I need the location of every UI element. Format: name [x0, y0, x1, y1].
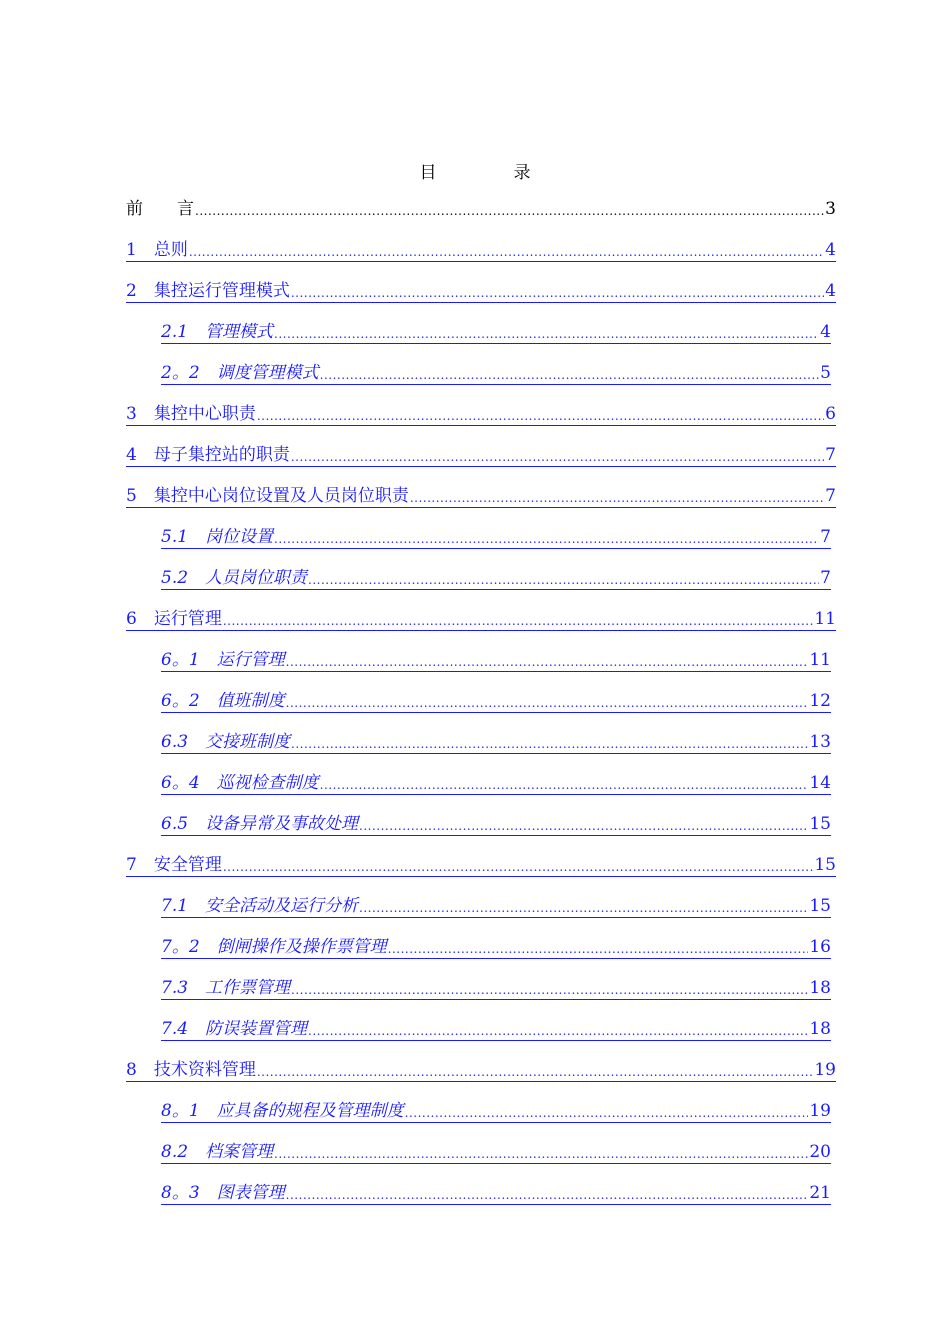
toc-entry-page: 15	[809, 896, 831, 916]
toc-link-8-1[interactable]	[161, 1096, 831, 1123]
dot-leader	[291, 280, 824, 302]
toc-title: 目 录	[419, 163, 561, 183]
dot-leader	[359, 895, 808, 917]
toc-entry-label: 1 总则	[126, 240, 188, 260]
dot-leader	[223, 854, 814, 876]
dot-leader	[405, 1100, 809, 1122]
toc-link-3[interactable]	[126, 399, 836, 426]
toc-link-6[interactable]	[126, 604, 836, 631]
toc-link-6-4[interactable]	[161, 768, 831, 795]
toc-entry-label: 3 集控中心职责	[126, 404, 256, 424]
toc-entry-label: 6.5 设备异常及事故处理	[161, 814, 359, 834]
toc-link-5[interactable]	[126, 481, 836, 508]
toc-entry-label: 5.2 人员岗位职责	[161, 568, 308, 588]
dot-leader	[388, 936, 809, 958]
toc-entry-label: 7.4 防误装置管理	[161, 1019, 308, 1039]
toc-entry-page: 11	[809, 650, 831, 670]
toc-entry-page: 5	[820, 363, 831, 383]
dot-leader	[320, 362, 820, 384]
toc-entry-label: 4 母子集控站的职责	[126, 445, 290, 465]
toc-link-2[interactable]	[126, 276, 836, 303]
toc-entry-page: 3	[825, 199, 836, 219]
toc-link-7[interactable]	[126, 850, 836, 877]
toc-link-5-2[interactable]	[161, 563, 831, 590]
toc-entry-label: 7。2 倒闸操作及操作票管理	[161, 937, 387, 957]
toc-link-8[interactable]	[126, 1055, 836, 1082]
toc-entry-label: 6。4 巡视检查制度	[161, 773, 319, 793]
toc-entry-label: 6 运行管理	[126, 609, 222, 629]
toc-entry-page: 14	[809, 773, 831, 793]
dot-leader	[291, 444, 824, 466]
toc-entry-page: 13	[809, 732, 831, 752]
dot-leader	[195, 198, 824, 220]
toc-entry-label: 7 安全管理	[126, 855, 222, 875]
toc-entry-label: 7.3 工作票管理	[161, 978, 291, 998]
dot-leader	[274, 1141, 808, 1163]
dot-leader	[308, 567, 819, 589]
toc-entry-label: 8。3 图表管理	[161, 1183, 285, 1203]
toc-link-7-2[interactable]	[161, 932, 831, 959]
toc-link-7-1[interactable]	[161, 891, 831, 918]
toc-entry-label: 2。2 调度管理模式	[161, 363, 319, 383]
dot-leader	[274, 526, 819, 548]
dot-leader	[291, 731, 808, 753]
dot-leader	[257, 403, 824, 425]
toc-entry-page: 4	[825, 240, 836, 260]
toc-link-8-3[interactable]	[161, 1178, 831, 1205]
toc-entry-page: 7	[820, 568, 831, 588]
dot-leader	[320, 772, 809, 794]
toc-entry-page: 21	[809, 1183, 831, 1203]
toc-entry-label: 8。1 应具备的规程及管理制度	[161, 1101, 404, 1121]
toc-entry-label: 6。2 值班制度	[161, 691, 285, 711]
toc-entry-label: 6。1 运行管理	[161, 650, 285, 670]
toc-entry-page: 18	[809, 1019, 831, 1039]
toc-entry-page: 15	[809, 814, 831, 834]
dot-leader	[308, 1018, 808, 1040]
toc-entry-label: 8 技术资料管理	[126, 1060, 256, 1080]
toc-entry-page: 7	[825, 486, 836, 506]
toc-entry-page: 15	[814, 855, 836, 875]
toc-entry-page: 19	[814, 1060, 836, 1080]
toc-entry-page: 6	[825, 404, 836, 424]
toc-entry-page: 4	[820, 322, 831, 342]
toc-link-4[interactable]	[126, 440, 836, 467]
dot-leader	[359, 813, 808, 835]
dot-leader	[286, 649, 809, 671]
toc-entry-page: 7	[825, 445, 836, 465]
toc-entry-page: 12	[809, 691, 831, 711]
dot-leader	[257, 1059, 814, 1081]
dot-leader	[291, 977, 808, 999]
toc-entry-label: 8.2 档案管理	[161, 1142, 274, 1162]
toc-link-6-2[interactable]	[161, 686, 831, 713]
toc-entry-page: 19	[809, 1101, 831, 1121]
toc-link-6-3[interactable]	[161, 727, 831, 754]
toc-entry-preface	[126, 194, 836, 220]
toc-link-2-1[interactable]	[161, 317, 831, 344]
toc-entry-page: 20	[809, 1142, 831, 1162]
toc-entry-page: 16	[809, 937, 831, 957]
toc-entry-page: 18	[809, 978, 831, 998]
toc-entry-label: 5 集控中心岗位设置及人员岗位职责	[126, 486, 409, 506]
toc-entry-label: 2.1 管理模式	[161, 322, 274, 342]
toc-link-2-2[interactable]	[161, 358, 831, 385]
toc-entry-label: 6.3 交接班制度	[161, 732, 291, 752]
toc-link-7-4[interactable]	[161, 1014, 831, 1041]
toc-link-5-1[interactable]	[161, 522, 831, 549]
toc-entry-label: 2 集控运行管理模式	[126, 281, 290, 301]
toc-entry-label: 5.1 岗位设置	[161, 527, 274, 547]
dot-leader	[189, 239, 824, 261]
toc-entry-page: 11	[814, 609, 836, 629]
toc-link-6-1[interactable]	[161, 645, 831, 672]
dot-leader	[223, 608, 814, 630]
toc-entry-page: 4	[825, 281, 836, 301]
toc-entry-page: 7	[820, 527, 831, 547]
toc-entry-label: 7.1 安全活动及运行分析	[161, 896, 359, 916]
toc-link-7-3[interactable]	[161, 973, 831, 1000]
dot-leader	[286, 690, 809, 712]
dot-leader	[410, 485, 824, 507]
toc-link-6-5[interactable]	[161, 809, 831, 836]
toc-link-8-2[interactable]	[161, 1137, 831, 1164]
dot-leader	[274, 321, 819, 343]
toc-link-1[interactable]	[126, 235, 836, 262]
toc-entry-label: 前 言	[126, 199, 194, 219]
dot-leader	[286, 1182, 809, 1204]
